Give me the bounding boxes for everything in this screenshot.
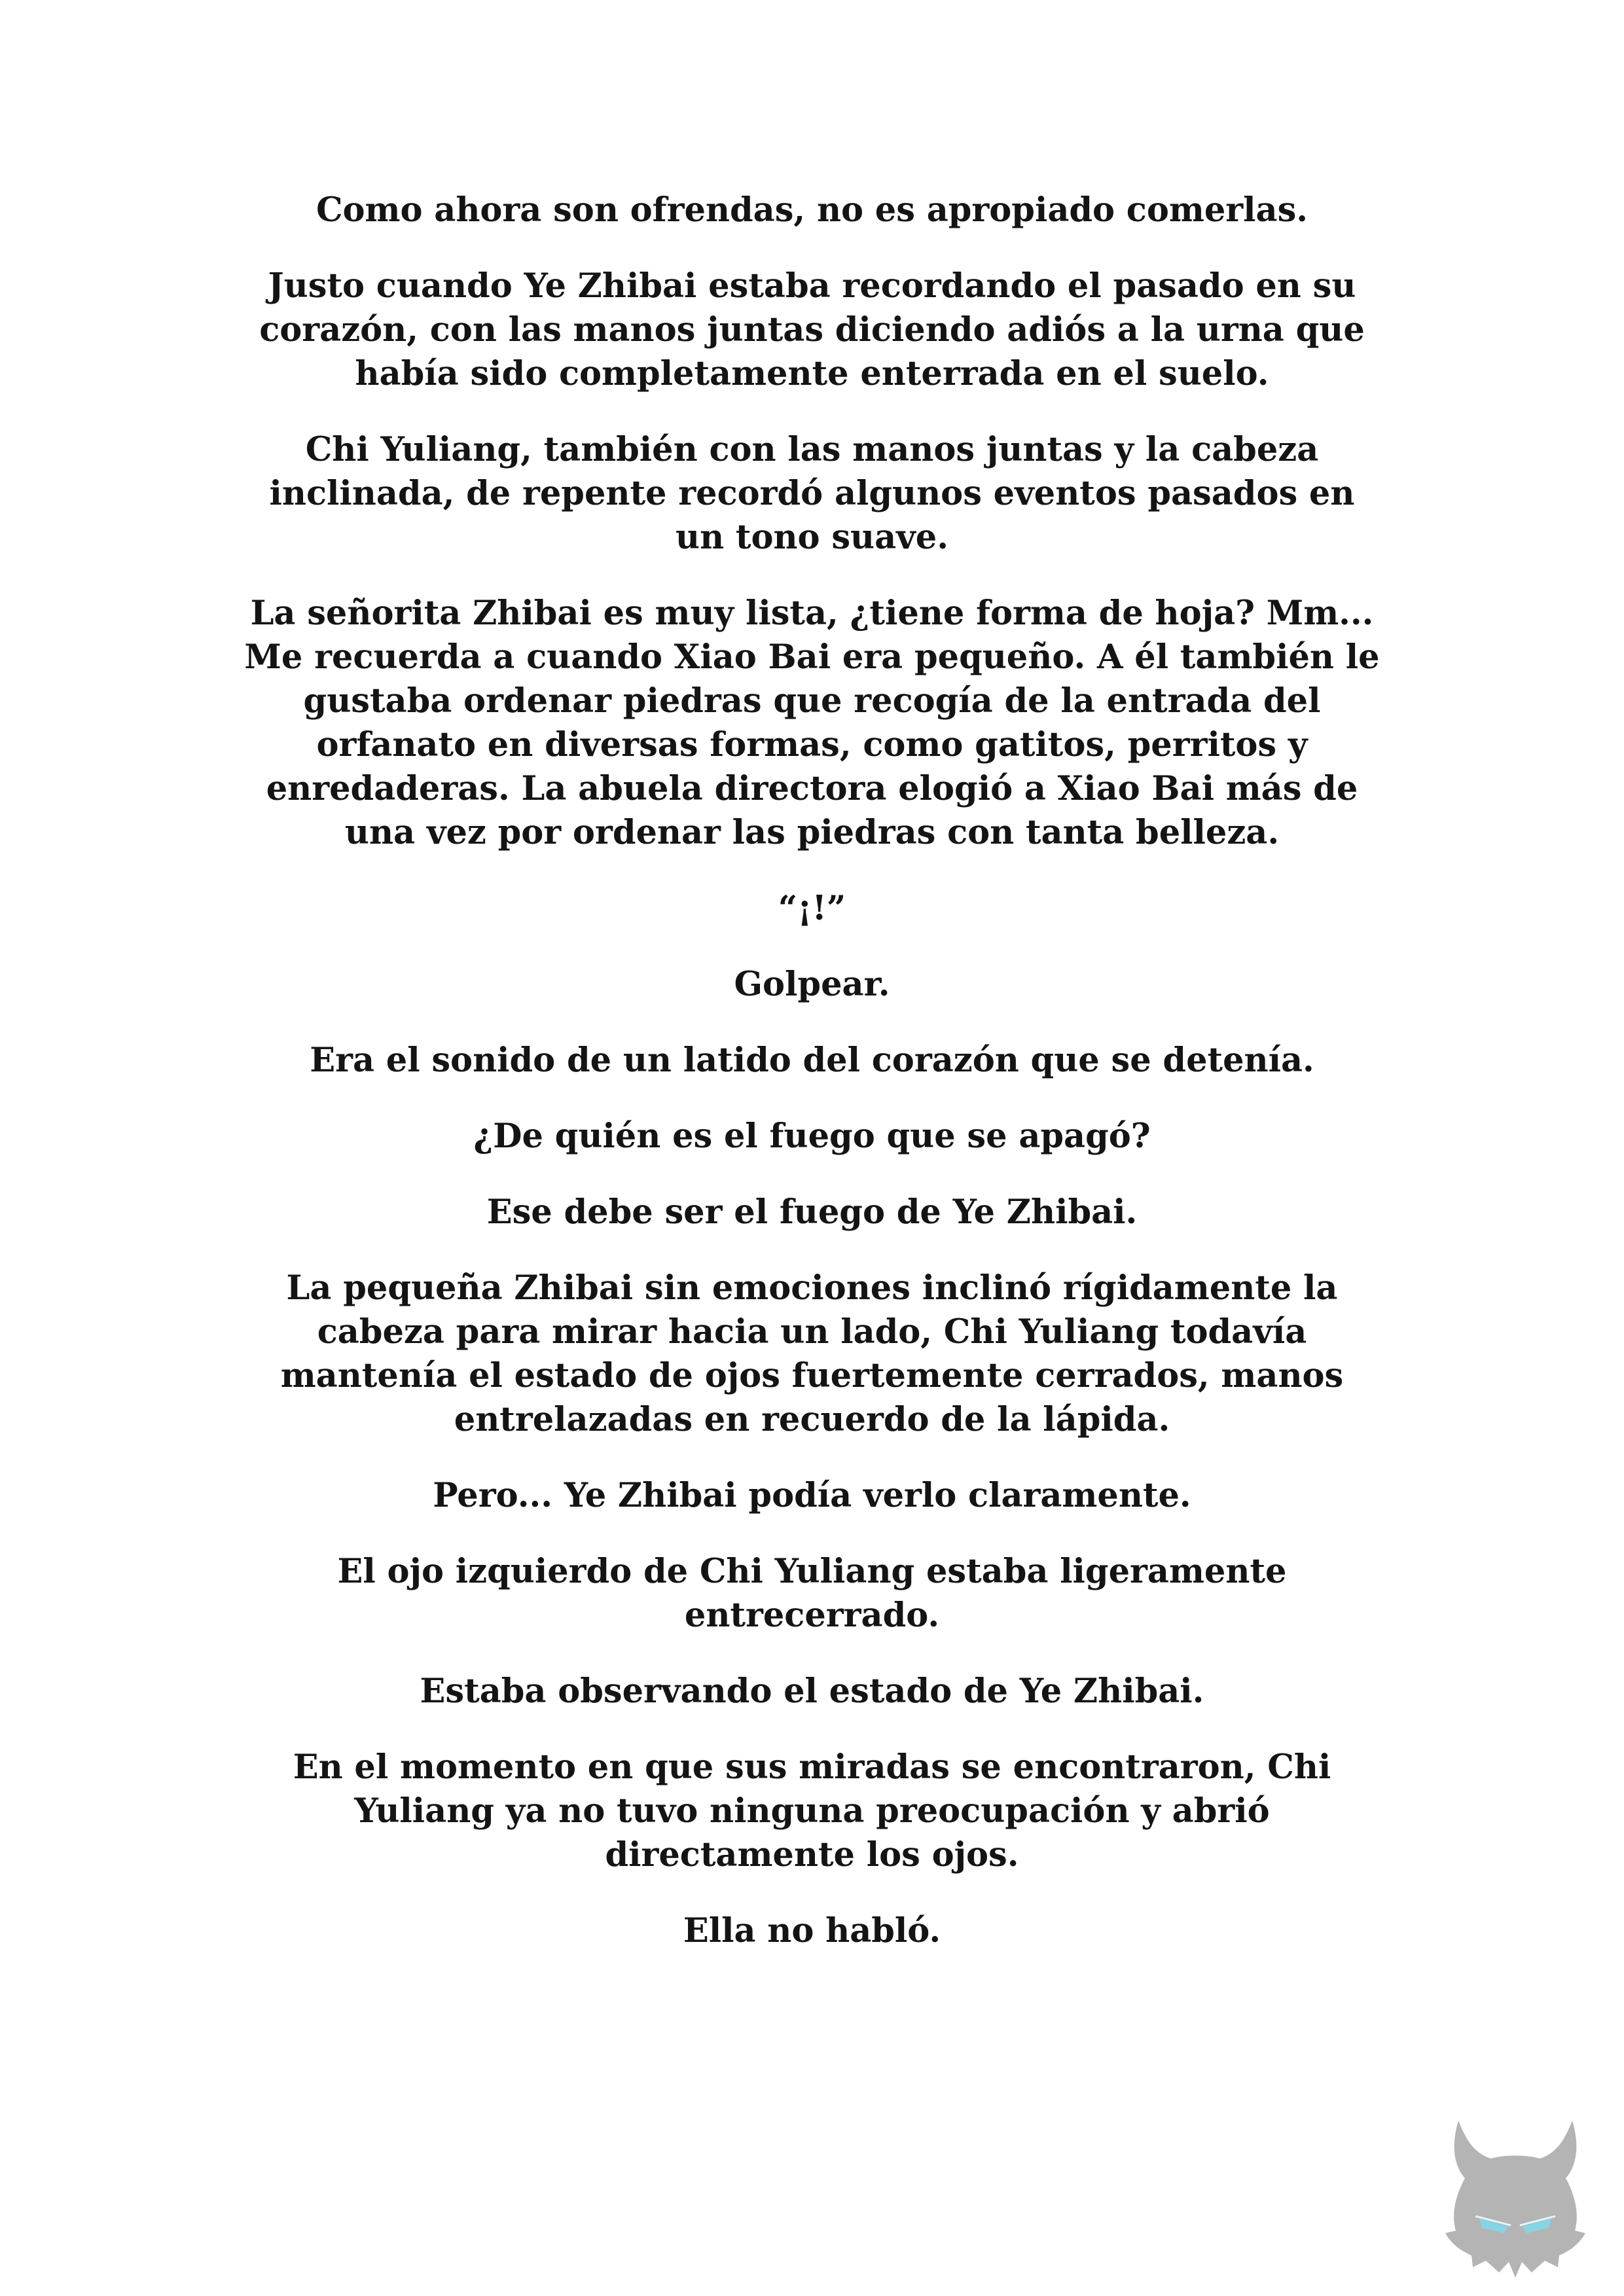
paragraph [216, 592, 1408, 855]
text-line: gustaba ordenar piedras que recogía de la entrada del [303, 681, 1321, 721]
document-body [216, 188, 1408, 1985]
text-line: había sido completamente enterrada en el suelo. [355, 354, 1269, 393]
paragraph [216, 1550, 1408, 1638]
text-line: orfanato en diversas formas, como gatitos, perritos y [316, 725, 1308, 764]
text-line: Yuliang ya no tuvo ninguna preocupación y abrió [354, 1791, 1270, 1831]
paragraph [216, 963, 1408, 1007]
paragraph [216, 188, 1408, 232]
text-line: mantenía el estado de ojos fuertemente cerrados, manos [280, 1356, 1344, 1395]
demon-head-icon [1440, 2121, 1591, 2278]
text-line: entrecerrado. [684, 1596, 940, 1635]
text-line: una vez por ordenar las piedras con tanta belleza. [344, 813, 1280, 852]
text-line: directamente los ojos. [605, 1835, 1019, 1874]
paragraph [216, 887, 1408, 931]
text-line: En el momento en que sus miradas se encontraron, Chi [293, 1748, 1331, 1787]
paragraph [216, 428, 1408, 560]
text-line: Chi Yuliang, también con las manos juntas y la cabeza [305, 430, 1319, 469]
text-line: Golpear. [734, 965, 890, 1004]
text-line: Justo cuando Ye Zhibai estaba recordando el pasado en su [268, 266, 1356, 306]
text-line: Estaba observando el estado de Ye Zhibai. [420, 1672, 1204, 1711]
text-line: Como ahora son ofrendas, no es apropiado comerlas. [316, 190, 1308, 230]
demon-head-shape [1445, 2121, 1585, 2278]
text-line: Ese debe ser el fuego de Ye Zhibai. [486, 1193, 1138, 1232]
text-line: corazón, con las manos juntas diciendo adiós a la urna que [259, 310, 1365, 350]
paragraph [216, 1909, 1408, 1953]
text-line: inclinada, de repente recordó algunos eventos pasados en [269, 474, 1355, 513]
text-line: cabeza para mirar hacia un lado, Chi Yuliang todavía [317, 1312, 1307, 1352]
text-line: La señorita Zhibai es muy lista, ¿tiene forma de hoja? Mm... [250, 594, 1374, 633]
text-line: entrelazadas en recuerdo de la lápida. [454, 1400, 1170, 1439]
paragraph [216, 1474, 1408, 1518]
text-line: Era el sonido de un latido del corazón que se detenía. [310, 1041, 1314, 1080]
text-line: Ella no habló. [683, 1911, 941, 1950]
text-line: El ojo izquierdo de Chi Yuliang estaba ligeramente [337, 1552, 1287, 1591]
text-line: un tono suave. [675, 518, 948, 557]
text-line: enredaderas. La abuela directora elogió a Xiao Bai más de [266, 769, 1358, 808]
paragraph [216, 1746, 1408, 1877]
paragraph [216, 1039, 1408, 1083]
paragraph [216, 1670, 1408, 1713]
text-line: Pero... Ye Zhibai podía verlo claramente. [433, 1476, 1191, 1515]
text-line: La pequeña Zhibai sin emociones inclinó rígidamente la [286, 1268, 1338, 1308]
text-line: Me recuerda a cuando Xiao Bai era pequeño. A él también le [244, 637, 1380, 677]
paragraph [216, 264, 1408, 396]
paragraph [216, 1191, 1408, 1234]
paragraph [216, 1115, 1408, 1158]
text-line: “¡!” [778, 889, 846, 928]
text-line: ¿De quién es el fuego que se apagó? [473, 1117, 1151, 1156]
paragraph [216, 1266, 1408, 1442]
